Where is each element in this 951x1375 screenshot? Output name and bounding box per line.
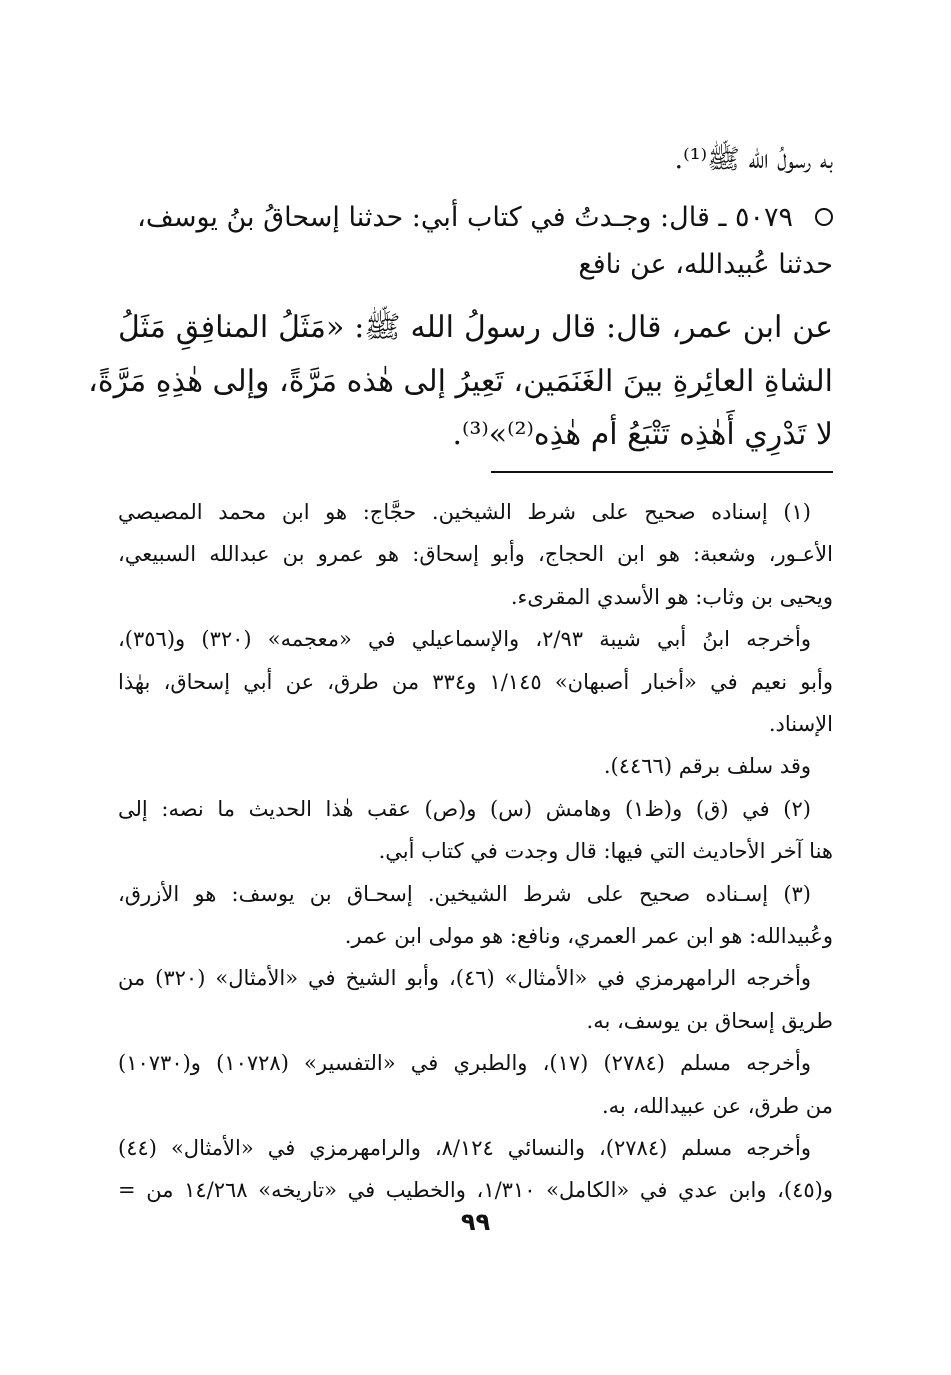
footnote-line: و(٤٥)، وابن عدي في «الكامل» ١/٣١٠، والخطيب في «تاريخه» ١٤/٢٦٨ من =: [118, 1178, 834, 1202]
footnote-line: وأخرجه مسلم (٢٧٨٤) (١٧)، والطبري في «التفسير» (١٠٧٢٨) و(١٠٧٣٠): [118, 1051, 811, 1075]
footnote-line: وأخرجه مسلم (٢٧٨٤)، والنسائي ٨/١٢٤، والرامهرمزي في «الأمثال» (٤٤): [118, 1136, 811, 1160]
footnote-line: طريق إسحاق بن يوسف، به.: [586, 1009, 833, 1033]
footnote-line: وأخرجه الرامهرمزي في «الأمثال» (٤٦)، وأبو الشيخ في «الأمثال» (٣٢٠) من: [118, 966, 811, 990]
footnote-line: (١) إسناده صحيح على شرط الشيخين. حجَّاج: هو ابن محمد المصيصي: [118, 500, 811, 524]
circle-marker-icon: [815, 208, 833, 226]
hadith-text-line: عن ابن عمر، قال: قال رسولُ الله ﷺ: «مَثَلُ المنافِقِ مَثَلُ: [118, 310, 833, 345]
footnote-separator: [491, 471, 833, 473]
footnote-line: هنا آخر الأحاديث التي فيها: قال وجدت في كتاب أبي.: [378, 839, 833, 863]
hadith-chain-line-2: حدثنا عُبيدالله، عن نافع: [578, 249, 833, 280]
hadith-text-line: الشاةِ العائِرةِ بينَ الغَنَمَين، تَعِيرُ إلى هٰذه مَرَّةً، وإلى هٰذِهِ مَرَّةً،: [88, 364, 833, 399]
page-number: ٩٩: [460, 1208, 491, 1236]
hadith-chain-line-1: [118, 198, 833, 238]
footnote-line: (٢) في (ق) و(ظ١) وهامش (س) و(ص) عقب هٰذا الحديث ما نصه: إلى: [118, 797, 811, 821]
chain-text: قال: وجـدتُ في كتاب أبي: حدثنا إسحاقُ بنُ يوسف،: [137, 202, 710, 233]
hadith-number: ٥٠٧٩ ـ: [718, 202, 793, 233]
footnote-line: الأعـور، وشعبة: هو ابن الحجاج، وأبو إسحاق: هو عمرو بن عبدالله السبيعي،: [118, 542, 833, 566]
footnote-line: وعُبيدالله: هو ابن عمر العمري، ونافع: هو مولى ابن عمر.: [344, 924, 833, 948]
footnote-line: ويحيى بن وثاب: هو الأسدي المقرىء.: [510, 585, 833, 609]
hadith-text-line: لا تَدْرِي أَهٰذِه تَتْبَعُ أم هٰذِه⁽²⁾»⁽³⁾.: [452, 417, 833, 452]
continuation-line: به رسولُ الله ﷺ⁽¹⁾.: [674, 144, 833, 175]
footnote-line: وقد سلف برقم (٤٤٦٦).: [603, 754, 811, 778]
footnote-line: الإسناد.: [768, 712, 833, 736]
footnote-line: (٣) إسـناده صحيح على شرط الشيخين. إسحـاق بن يوسف: هو الأزرق،: [118, 882, 811, 906]
footnote-line: من طرق، عن عبيدالله، به.: [601, 1094, 833, 1118]
footnote-line: وأبو نعيم في «أخبار أصبهان» ١/١٤٥ و٣٣٤ من طرق، عن أبي إسحاق، بهٰذا: [118, 670, 833, 694]
footnote-line: وأخرجه ابنُ أبي شيبة ٢/٩٣، والإسماعيلي في «معجمه» (٣٢٠) و(٣٥٦)،: [118, 627, 812, 651]
